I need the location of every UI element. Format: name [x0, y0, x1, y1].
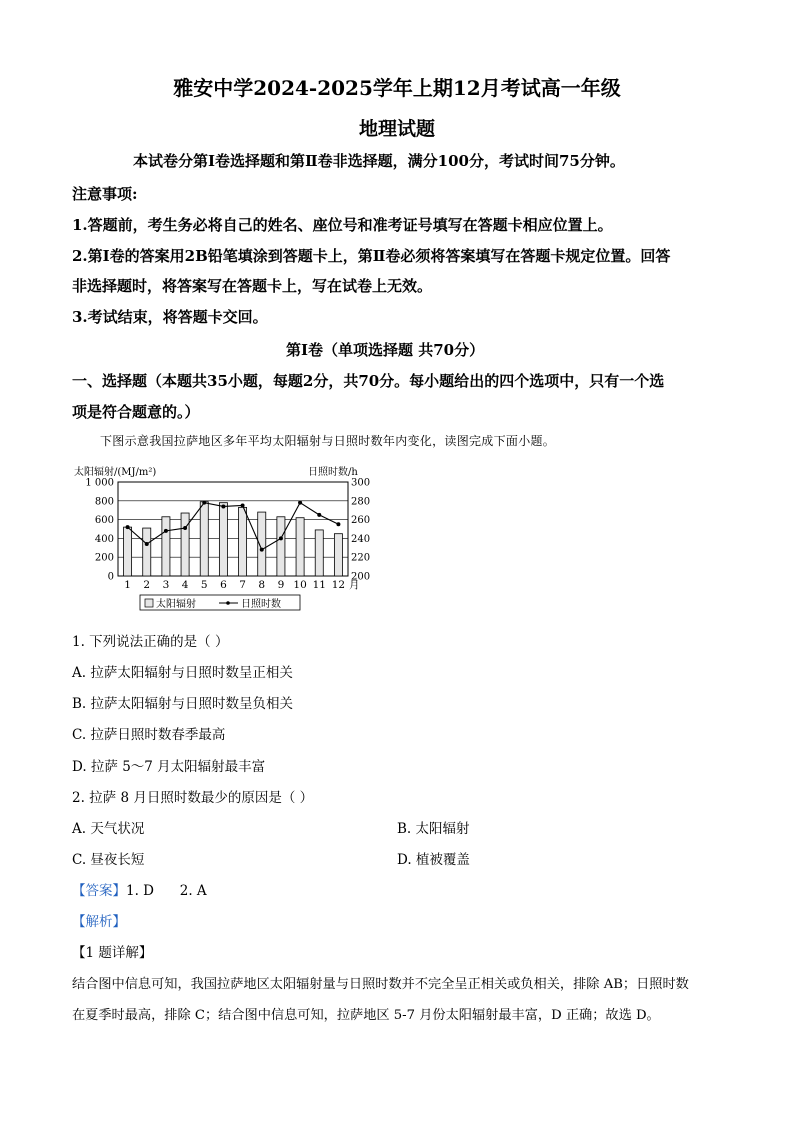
bar-solar-radiation	[143, 528, 151, 576]
answer-text: 1. D 2. A	[126, 883, 207, 899]
detail-tag: 【1 题详解】	[72, 945, 153, 961]
question-2-option-b: B. 太阳辐射	[397, 821, 470, 837]
x-tick-label: 6	[220, 579, 227, 591]
bar-solar-radiation	[277, 517, 285, 576]
notes-heading: 注意事项:	[72, 185, 138, 203]
question-2-option-a: A. 天气状况	[72, 821, 145, 837]
point-sunshine-hours	[260, 548, 264, 552]
x-tick-label: 11	[312, 579, 326, 591]
point-sunshine-hours	[336, 522, 340, 526]
question-1-option-a: A. 拉萨太阳辐射与日照时数呈正相关	[72, 665, 293, 681]
right-tick-label: 200	[351, 571, 371, 583]
x-tick-label: 12	[331, 579, 346, 591]
note-item-3: 3.考试结束，将答题卡交回。	[72, 308, 268, 326]
left-tick-label: 1 000	[85, 477, 114, 489]
right-tick-label: 220	[351, 552, 371, 564]
left-tick-label: 0	[107, 571, 114, 583]
legend-bar-swatch	[145, 599, 153, 607]
right-tick-label: 240	[351, 533, 371, 545]
answer-tag: 【答案】	[72, 883, 126, 899]
question-2-option-d: D. 植被覆盖	[397, 852, 470, 868]
right-tick-label: 300	[351, 477, 371, 489]
x-tick-label: 10	[293, 579, 307, 591]
point-sunshine-hours	[183, 526, 187, 530]
x-tick-label: 8	[258, 579, 266, 591]
legend-line-label: 日照时数	[241, 599, 281, 610]
x-tick-label: 7	[239, 579, 246, 591]
line-sunshine-hours	[128, 503, 339, 550]
lhasa-radiation-chart	[72, 464, 372, 614]
detail-line-2: 在夏季时最高，排除 C；结合图中信息可知，拉萨地区 5-7 月份太阳辐射最丰富，D 正确；故选 D。	[72, 1008, 660, 1023]
point-sunshine-hours	[317, 513, 321, 517]
question-2-stem: 2. 拉萨 8 月日照时数最少的原因是（ ）	[72, 790, 314, 806]
section-instruction-1: 一、选择题（本题共35小题，每题2分，共70分。每小题给出的四个选项中，只有一个选	[72, 372, 665, 390]
right-axis-label: 日照时数/h	[308, 467, 358, 478]
analysis-tag: 【解析】	[72, 914, 126, 930]
point-sunshine-hours	[298, 501, 302, 505]
bar-solar-radiation	[124, 527, 132, 576]
exam-subtitle: 地理试题	[358, 118, 435, 140]
section-title: 第Ⅰ卷（单项选择题 共70分）	[286, 341, 485, 359]
x-tick-label: 3	[162, 579, 170, 591]
exam-intro: 本试卷分第Ⅰ卷选择题和第Ⅱ卷非选择题，满分100分，考试时间75分钟。	[133, 152, 625, 170]
bar-solar-radiation	[315, 530, 323, 576]
chart-figure	[72, 464, 372, 614]
left-tick-label: 800	[94, 496, 114, 508]
right-tick-label: 260	[351, 515, 371, 527]
point-sunshine-hours	[221, 504, 225, 508]
bar-solar-radiation	[219, 503, 227, 576]
note-item-1: 1.答题前，考生务必将自己的姓名、座位号和准考证号填写在答题卡相应位置上。	[72, 216, 613, 234]
legend-bar-label: 太阳辐射	[156, 599, 196, 610]
point-sunshine-hours	[145, 542, 149, 546]
left-axis-label: 太阳辐射/(MJ/m²)	[74, 467, 157, 478]
point-sunshine-hours	[164, 529, 168, 533]
question-1-stem: 1. 下列说法正确的是（ ）	[72, 634, 229, 650]
legend-line-dot	[226, 601, 230, 605]
point-sunshine-hours	[241, 504, 245, 508]
question-stem-intro: 下图示意我国拉萨地区多年平均太阳辐射与日照时数年内变化，读图完成下面小题。	[100, 434, 556, 448]
right-tick-label: 280	[351, 496, 371, 508]
x-tick-label: 2	[143, 579, 151, 591]
x-tick-label: 5	[200, 579, 208, 591]
question-1-option-b: B. 拉萨太阳辐射与日照时数呈负相关	[72, 696, 294, 712]
exam-title: 雅安中学2024-2025学年上期12月考试高一年级	[173, 76, 621, 100]
x-tick-label: 4	[181, 579, 189, 591]
point-sunshine-hours	[202, 501, 206, 505]
bar-solar-radiation	[200, 502, 208, 576]
answer-line	[72, 879, 207, 899]
left-tick-label: 600	[94, 515, 114, 527]
x-tick-label: 9	[277, 579, 285, 591]
left-tick-label: 400	[94, 533, 114, 545]
bar-solar-radiation	[162, 517, 170, 576]
left-tick-label: 200	[94, 552, 114, 564]
question-1-option-d: D. 拉萨 5～7 月太阳辐射最丰富	[72, 759, 266, 775]
plot-frame	[118, 482, 348, 576]
section-instruction-2: 项是符合题意的。）	[72, 403, 200, 421]
bar-solar-radiation	[181, 513, 189, 576]
note-item-2: 2.第Ⅰ卷的答案用2B铅笔填涂到答题卡上，第Ⅱ卷必须将答案填写在答题卡规定位置。回答	[72, 247, 671, 265]
bar-solar-radiation	[296, 518, 304, 576]
x-unit-label: 月	[349, 579, 360, 591]
bar-solar-radiation	[334, 534, 342, 576]
point-sunshine-hours	[279, 536, 283, 540]
bar-solar-radiation	[239, 507, 247, 576]
point-sunshine-hours	[126, 525, 130, 529]
detail-line-1: 结合图中信息可知，我国拉萨地区太阳辐射量与日照时数并不完全呈正相关或负相关，排除 AB；日照时数	[72, 977, 689, 992]
note-item-2-cont: 非选择题时，将答案写在答题卡上，写在试卷上无效。	[72, 277, 433, 295]
question-2-option-c: C. 昼夜长短	[72, 852, 145, 868]
question-1-option-c: C. 拉萨日照时数春季最高	[72, 727, 226, 743]
x-tick-label: 1	[124, 579, 131, 591]
